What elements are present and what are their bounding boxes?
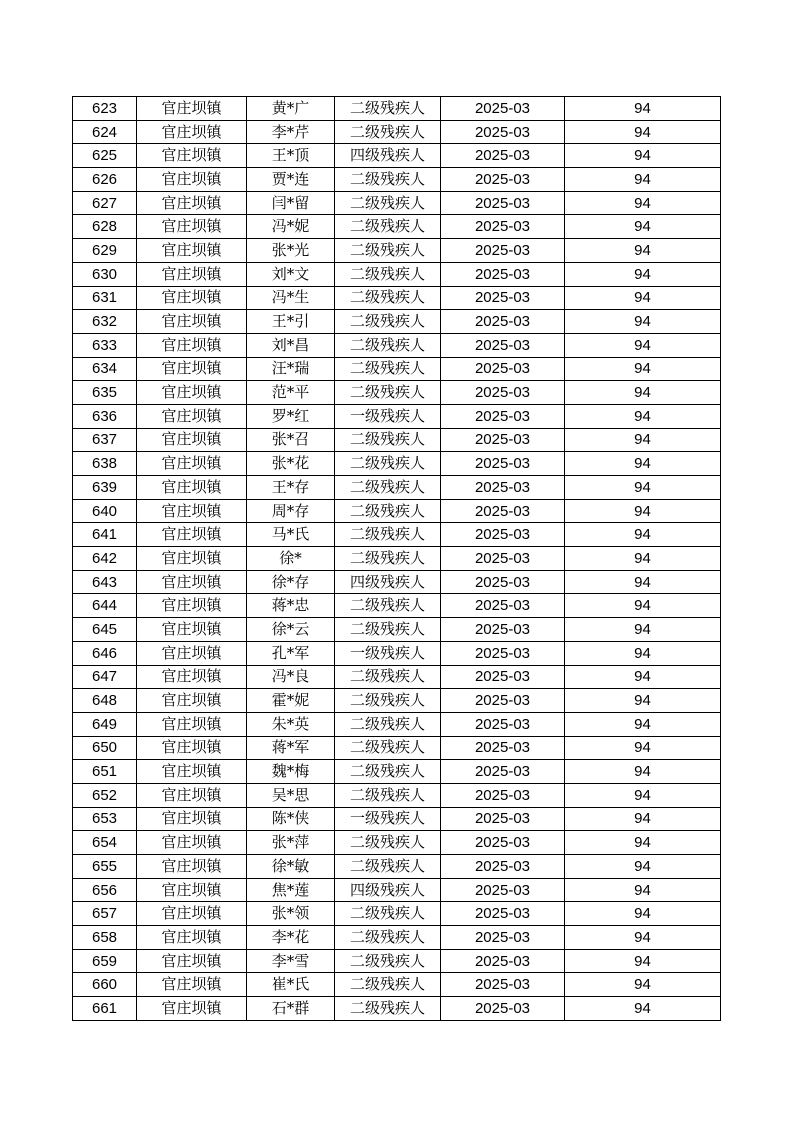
month-cell: 2025-03 <box>441 381 565 405</box>
table-row <box>73 807 721 831</box>
month-cell: 2025-03 <box>441 262 565 286</box>
disability-level-cell: 二级残疾人 <box>335 499 441 523</box>
amount-cell: 94 <box>565 783 721 807</box>
table-body <box>73 97 721 1021</box>
town-cell: 官庄坝镇 <box>137 452 247 476</box>
disability-level-cell: 二级残疾人 <box>335 547 441 571</box>
row-number-cell: 646 <box>73 641 137 665</box>
amount-cell: 94 <box>565 878 721 902</box>
month-cell: 2025-03 <box>441 239 565 263</box>
table-row <box>73 997 721 1021</box>
month-cell: 2025-03 <box>441 973 565 997</box>
disability-level-cell: 二级残疾人 <box>335 831 441 855</box>
row-number-cell: 656 <box>73 878 137 902</box>
disability-level-cell: 二级残疾人 <box>335 333 441 357</box>
row-number-cell: 642 <box>73 547 137 571</box>
month-cell: 2025-03 <box>441 357 565 381</box>
table-row <box>73 239 721 263</box>
disability-level-cell: 二级残疾人 <box>335 286 441 310</box>
amount-cell: 94 <box>565 286 721 310</box>
amount-cell: 94 <box>565 997 721 1021</box>
town-cell: 官庄坝镇 <box>137 191 247 215</box>
table-row <box>73 618 721 642</box>
table-row <box>73 286 721 310</box>
name-cell: 闫*留 <box>247 191 335 215</box>
row-number-cell: 631 <box>73 286 137 310</box>
name-cell: 徐*敏 <box>247 855 335 879</box>
row-number-cell: 647 <box>73 665 137 689</box>
name-cell: 黄*广 <box>247 97 335 121</box>
month-cell: 2025-03 <box>441 191 565 215</box>
table-row <box>73 476 721 500</box>
name-cell: 周*存 <box>247 499 335 523</box>
name-cell: 魏*梅 <box>247 760 335 784</box>
disability-level-cell: 二级残疾人 <box>335 997 441 1021</box>
table-row <box>73 949 721 973</box>
month-cell: 2025-03 <box>441 286 565 310</box>
amount-cell: 94 <box>565 120 721 144</box>
amount-cell: 94 <box>565 97 721 121</box>
town-cell: 官庄坝镇 <box>137 949 247 973</box>
name-cell: 石*群 <box>247 997 335 1021</box>
row-number-cell: 649 <box>73 712 137 736</box>
name-cell: 霍*妮 <box>247 689 335 713</box>
table-row <box>73 594 721 618</box>
town-cell: 官庄坝镇 <box>137 902 247 926</box>
month-cell: 2025-03 <box>441 594 565 618</box>
table-row <box>73 736 721 760</box>
town-cell: 官庄坝镇 <box>137 831 247 855</box>
month-cell: 2025-03 <box>441 499 565 523</box>
amount-cell: 94 <box>565 310 721 334</box>
table-row <box>73 902 721 926</box>
table-row <box>73 333 721 357</box>
amount-cell: 94 <box>565 689 721 713</box>
disability-level-cell: 四级残疾人 <box>335 878 441 902</box>
table-row <box>73 262 721 286</box>
row-number-cell: 654 <box>73 831 137 855</box>
name-cell: 蒋*忠 <box>247 594 335 618</box>
name-cell: 朱*英 <box>247 712 335 736</box>
amount-cell: 94 <box>565 760 721 784</box>
month-cell: 2025-03 <box>441 404 565 428</box>
town-cell: 官庄坝镇 <box>137 547 247 571</box>
row-number-cell: 624 <box>73 120 137 144</box>
name-cell: 李*芹 <box>247 120 335 144</box>
town-cell: 官庄坝镇 <box>137 712 247 736</box>
table-row <box>73 144 721 168</box>
town-cell: 官庄坝镇 <box>137 807 247 831</box>
disability-level-cell: 二级残疾人 <box>335 760 441 784</box>
amount-cell: 94 <box>565 831 721 855</box>
disability-level-cell: 二级残疾人 <box>335 594 441 618</box>
row-number-cell: 650 <box>73 736 137 760</box>
town-cell: 官庄坝镇 <box>137 476 247 500</box>
town-cell: 官庄坝镇 <box>137 783 247 807</box>
town-cell: 官庄坝镇 <box>137 594 247 618</box>
month-cell: 2025-03 <box>441 831 565 855</box>
table-row <box>73 404 721 428</box>
table-row <box>73 855 721 879</box>
amount-cell: 94 <box>565 215 721 239</box>
name-cell: 张*萍 <box>247 831 335 855</box>
row-number-cell: 623 <box>73 97 137 121</box>
row-number-cell: 630 <box>73 262 137 286</box>
disability-level-cell: 二级残疾人 <box>335 120 441 144</box>
month-cell: 2025-03 <box>441 949 565 973</box>
disability-level-cell: 二级残疾人 <box>335 476 441 500</box>
town-cell: 官庄坝镇 <box>137 641 247 665</box>
month-cell: 2025-03 <box>441 120 565 144</box>
name-cell: 范*平 <box>247 381 335 405</box>
month-cell: 2025-03 <box>441 665 565 689</box>
name-cell: 徐*存 <box>247 570 335 594</box>
row-number-cell: 661 <box>73 997 137 1021</box>
month-cell: 2025-03 <box>441 760 565 784</box>
amount-cell: 94 <box>565 712 721 736</box>
amount-cell: 94 <box>565 523 721 547</box>
town-cell: 官庄坝镇 <box>137 404 247 428</box>
disability-level-cell: 二级残疾人 <box>335 239 441 263</box>
town-cell: 官庄坝镇 <box>137 120 247 144</box>
amount-cell: 94 <box>565 191 721 215</box>
amount-cell: 94 <box>565 452 721 476</box>
row-number-cell: 644 <box>73 594 137 618</box>
row-number-cell: 660 <box>73 973 137 997</box>
month-cell: 2025-03 <box>441 523 565 547</box>
disability-level-cell: 二级残疾人 <box>335 215 441 239</box>
table-row <box>73 641 721 665</box>
name-cell: 王*顶 <box>247 144 335 168</box>
disability-level-cell: 二级残疾人 <box>335 712 441 736</box>
row-number-cell: 658 <box>73 926 137 950</box>
amount-cell: 94 <box>565 855 721 879</box>
name-cell: 吴*思 <box>247 783 335 807</box>
table-row <box>73 760 721 784</box>
amount-cell: 94 <box>565 499 721 523</box>
town-cell: 官庄坝镇 <box>137 144 247 168</box>
month-cell: 2025-03 <box>441 855 565 879</box>
name-cell: 罗*红 <box>247 404 335 428</box>
amount-cell: 94 <box>565 144 721 168</box>
disability-level-cell: 二级残疾人 <box>335 926 441 950</box>
table-row <box>73 665 721 689</box>
amount-cell: 94 <box>565 973 721 997</box>
month-cell: 2025-03 <box>441 902 565 926</box>
row-number-cell: 625 <box>73 144 137 168</box>
amount-cell: 94 <box>565 618 721 642</box>
disability-level-cell: 二级残疾人 <box>335 310 441 334</box>
amount-cell: 94 <box>565 547 721 571</box>
row-number-cell: 645 <box>73 618 137 642</box>
row-number-cell: 657 <box>73 902 137 926</box>
row-number-cell: 634 <box>73 357 137 381</box>
table-row <box>73 831 721 855</box>
name-cell: 崔*氏 <box>247 973 335 997</box>
month-cell: 2025-03 <box>441 570 565 594</box>
month-cell: 2025-03 <box>441 712 565 736</box>
amount-cell: 94 <box>565 902 721 926</box>
disability-level-cell: 二级残疾人 <box>335 523 441 547</box>
name-cell: 徐* <box>247 547 335 571</box>
month-cell: 2025-03 <box>441 689 565 713</box>
row-number-cell: 635 <box>73 381 137 405</box>
month-cell: 2025-03 <box>441 144 565 168</box>
name-cell: 冯*良 <box>247 665 335 689</box>
amount-cell: 94 <box>565 357 721 381</box>
name-cell: 孔*军 <box>247 641 335 665</box>
name-cell: 张*花 <box>247 452 335 476</box>
row-number-cell: 638 <box>73 452 137 476</box>
row-number-cell: 643 <box>73 570 137 594</box>
month-cell: 2025-03 <box>441 452 565 476</box>
month-cell: 2025-03 <box>441 926 565 950</box>
disability-level-cell: 二级残疾人 <box>335 689 441 713</box>
table-row <box>73 97 721 121</box>
amount-cell: 94 <box>565 239 721 263</box>
row-number-cell: 653 <box>73 807 137 831</box>
row-number-cell: 629 <box>73 239 137 263</box>
town-cell: 官庄坝镇 <box>137 570 247 594</box>
town-cell: 官庄坝镇 <box>137 499 247 523</box>
table-row <box>73 712 721 736</box>
disability-level-cell: 二级残疾人 <box>335 262 441 286</box>
name-cell: 王*存 <box>247 476 335 500</box>
name-cell: 刘*文 <box>247 262 335 286</box>
town-cell: 官庄坝镇 <box>137 736 247 760</box>
amount-cell: 94 <box>565 926 721 950</box>
town-cell: 官庄坝镇 <box>137 618 247 642</box>
amount-cell: 94 <box>565 404 721 428</box>
disability-level-cell: 二级残疾人 <box>335 381 441 405</box>
amount-cell: 94 <box>565 381 721 405</box>
month-cell: 2025-03 <box>441 878 565 902</box>
name-cell: 蒋*军 <box>247 736 335 760</box>
month-cell: 2025-03 <box>441 547 565 571</box>
table-row <box>73 215 721 239</box>
name-cell: 张*领 <box>247 902 335 926</box>
name-cell: 马*氏 <box>247 523 335 547</box>
row-number-cell: 655 <box>73 855 137 879</box>
town-cell: 官庄坝镇 <box>137 973 247 997</box>
town-cell: 官庄坝镇 <box>137 168 247 192</box>
name-cell: 冯*妮 <box>247 215 335 239</box>
table-row <box>73 689 721 713</box>
town-cell: 官庄坝镇 <box>137 760 247 784</box>
disability-level-cell: 一级残疾人 <box>335 807 441 831</box>
amount-cell: 94 <box>565 665 721 689</box>
month-cell: 2025-03 <box>441 310 565 334</box>
row-number-cell: 633 <box>73 333 137 357</box>
amount-cell: 94 <box>565 428 721 452</box>
town-cell: 官庄坝镇 <box>137 357 247 381</box>
amount-cell: 94 <box>565 570 721 594</box>
table-row <box>73 523 721 547</box>
row-number-cell: 639 <box>73 476 137 500</box>
month-cell: 2025-03 <box>441 428 565 452</box>
table-row <box>73 120 721 144</box>
town-cell: 官庄坝镇 <box>137 286 247 310</box>
row-number-cell: 659 <box>73 949 137 973</box>
row-number-cell: 640 <box>73 499 137 523</box>
amount-cell: 94 <box>565 333 721 357</box>
row-number-cell: 652 <box>73 783 137 807</box>
town-cell: 官庄坝镇 <box>137 239 247 263</box>
amount-cell: 94 <box>565 949 721 973</box>
town-cell: 官庄坝镇 <box>137 689 247 713</box>
name-cell: 张*光 <box>247 239 335 263</box>
disability-level-cell: 二级残疾人 <box>335 357 441 381</box>
table-row <box>73 926 721 950</box>
amount-cell: 94 <box>565 594 721 618</box>
town-cell: 官庄坝镇 <box>137 665 247 689</box>
row-number-cell: 627 <box>73 191 137 215</box>
name-cell: 徐*云 <box>247 618 335 642</box>
disability-level-cell: 二级残疾人 <box>335 452 441 476</box>
amount-cell: 94 <box>565 736 721 760</box>
month-cell: 2025-03 <box>441 618 565 642</box>
month-cell: 2025-03 <box>441 476 565 500</box>
name-cell: 汪*瑞 <box>247 357 335 381</box>
name-cell: 刘*昌 <box>247 333 335 357</box>
row-number-cell: 626 <box>73 168 137 192</box>
amount-cell: 94 <box>565 168 721 192</box>
month-cell: 2025-03 <box>441 97 565 121</box>
disability-level-cell: 二级残疾人 <box>335 618 441 642</box>
town-cell: 官庄坝镇 <box>137 262 247 286</box>
disability-level-cell: 二级残疾人 <box>335 949 441 973</box>
name-cell: 冯*生 <box>247 286 335 310</box>
disability-level-cell: 二级残疾人 <box>335 736 441 760</box>
disability-level-cell: 二级残疾人 <box>335 168 441 192</box>
disability-level-cell: 二级残疾人 <box>335 902 441 926</box>
table-row <box>73 357 721 381</box>
name-cell: 张*召 <box>247 428 335 452</box>
month-cell: 2025-03 <box>441 641 565 665</box>
town-cell: 官庄坝镇 <box>137 97 247 121</box>
town-cell: 官庄坝镇 <box>137 997 247 1021</box>
table-row <box>73 570 721 594</box>
name-cell: 王*引 <box>247 310 335 334</box>
row-number-cell: 641 <box>73 523 137 547</box>
disability-level-cell: 二级残疾人 <box>335 665 441 689</box>
month-cell: 2025-03 <box>441 997 565 1021</box>
town-cell: 官庄坝镇 <box>137 523 247 547</box>
table-row <box>73 191 721 215</box>
disability-level-cell: 二级残疾人 <box>335 97 441 121</box>
row-number-cell: 651 <box>73 760 137 784</box>
name-cell: 焦*莲 <box>247 878 335 902</box>
table-row <box>73 310 721 334</box>
row-number-cell: 636 <box>73 404 137 428</box>
month-cell: 2025-03 <box>441 215 565 239</box>
subsidy-table <box>72 96 721 1021</box>
amount-cell: 94 <box>565 262 721 286</box>
amount-cell: 94 <box>565 476 721 500</box>
town-cell: 官庄坝镇 <box>137 215 247 239</box>
name-cell: 陈*侠 <box>247 807 335 831</box>
month-cell: 2025-03 <box>441 736 565 760</box>
table-row <box>73 547 721 571</box>
table-row <box>73 428 721 452</box>
town-cell: 官庄坝镇 <box>137 428 247 452</box>
name-cell: 贾*连 <box>247 168 335 192</box>
row-number-cell: 648 <box>73 689 137 713</box>
table-row <box>73 783 721 807</box>
disability-level-cell: 四级残疾人 <box>335 570 441 594</box>
town-cell: 官庄坝镇 <box>137 878 247 902</box>
disability-level-cell: 二级残疾人 <box>335 428 441 452</box>
disability-level-cell: 二级残疾人 <box>335 973 441 997</box>
table-row <box>73 381 721 405</box>
town-cell: 官庄坝镇 <box>137 855 247 879</box>
table-row <box>73 878 721 902</box>
table-row <box>73 168 721 192</box>
disability-level-cell: 一级残疾人 <box>335 641 441 665</box>
row-number-cell: 637 <box>73 428 137 452</box>
month-cell: 2025-03 <box>441 807 565 831</box>
town-cell: 官庄坝镇 <box>137 926 247 950</box>
name-cell: 李*雪 <box>247 949 335 973</box>
disability-level-cell: 二级残疾人 <box>335 783 441 807</box>
month-cell: 2025-03 <box>441 783 565 807</box>
table-row <box>73 499 721 523</box>
amount-cell: 94 <box>565 807 721 831</box>
disability-level-cell: 一级残疾人 <box>335 404 441 428</box>
month-cell: 2025-03 <box>441 168 565 192</box>
town-cell: 官庄坝镇 <box>137 381 247 405</box>
town-cell: 官庄坝镇 <box>137 310 247 334</box>
disability-level-cell: 二级残疾人 <box>335 191 441 215</box>
row-number-cell: 628 <box>73 215 137 239</box>
disability-level-cell: 四级残疾人 <box>335 144 441 168</box>
table-row <box>73 973 721 997</box>
amount-cell: 94 <box>565 641 721 665</box>
row-number-cell: 632 <box>73 310 137 334</box>
name-cell: 李*花 <box>247 926 335 950</box>
table-row <box>73 452 721 476</box>
month-cell: 2025-03 <box>441 333 565 357</box>
town-cell: 官庄坝镇 <box>137 333 247 357</box>
disability-level-cell: 二级残疾人 <box>335 855 441 879</box>
